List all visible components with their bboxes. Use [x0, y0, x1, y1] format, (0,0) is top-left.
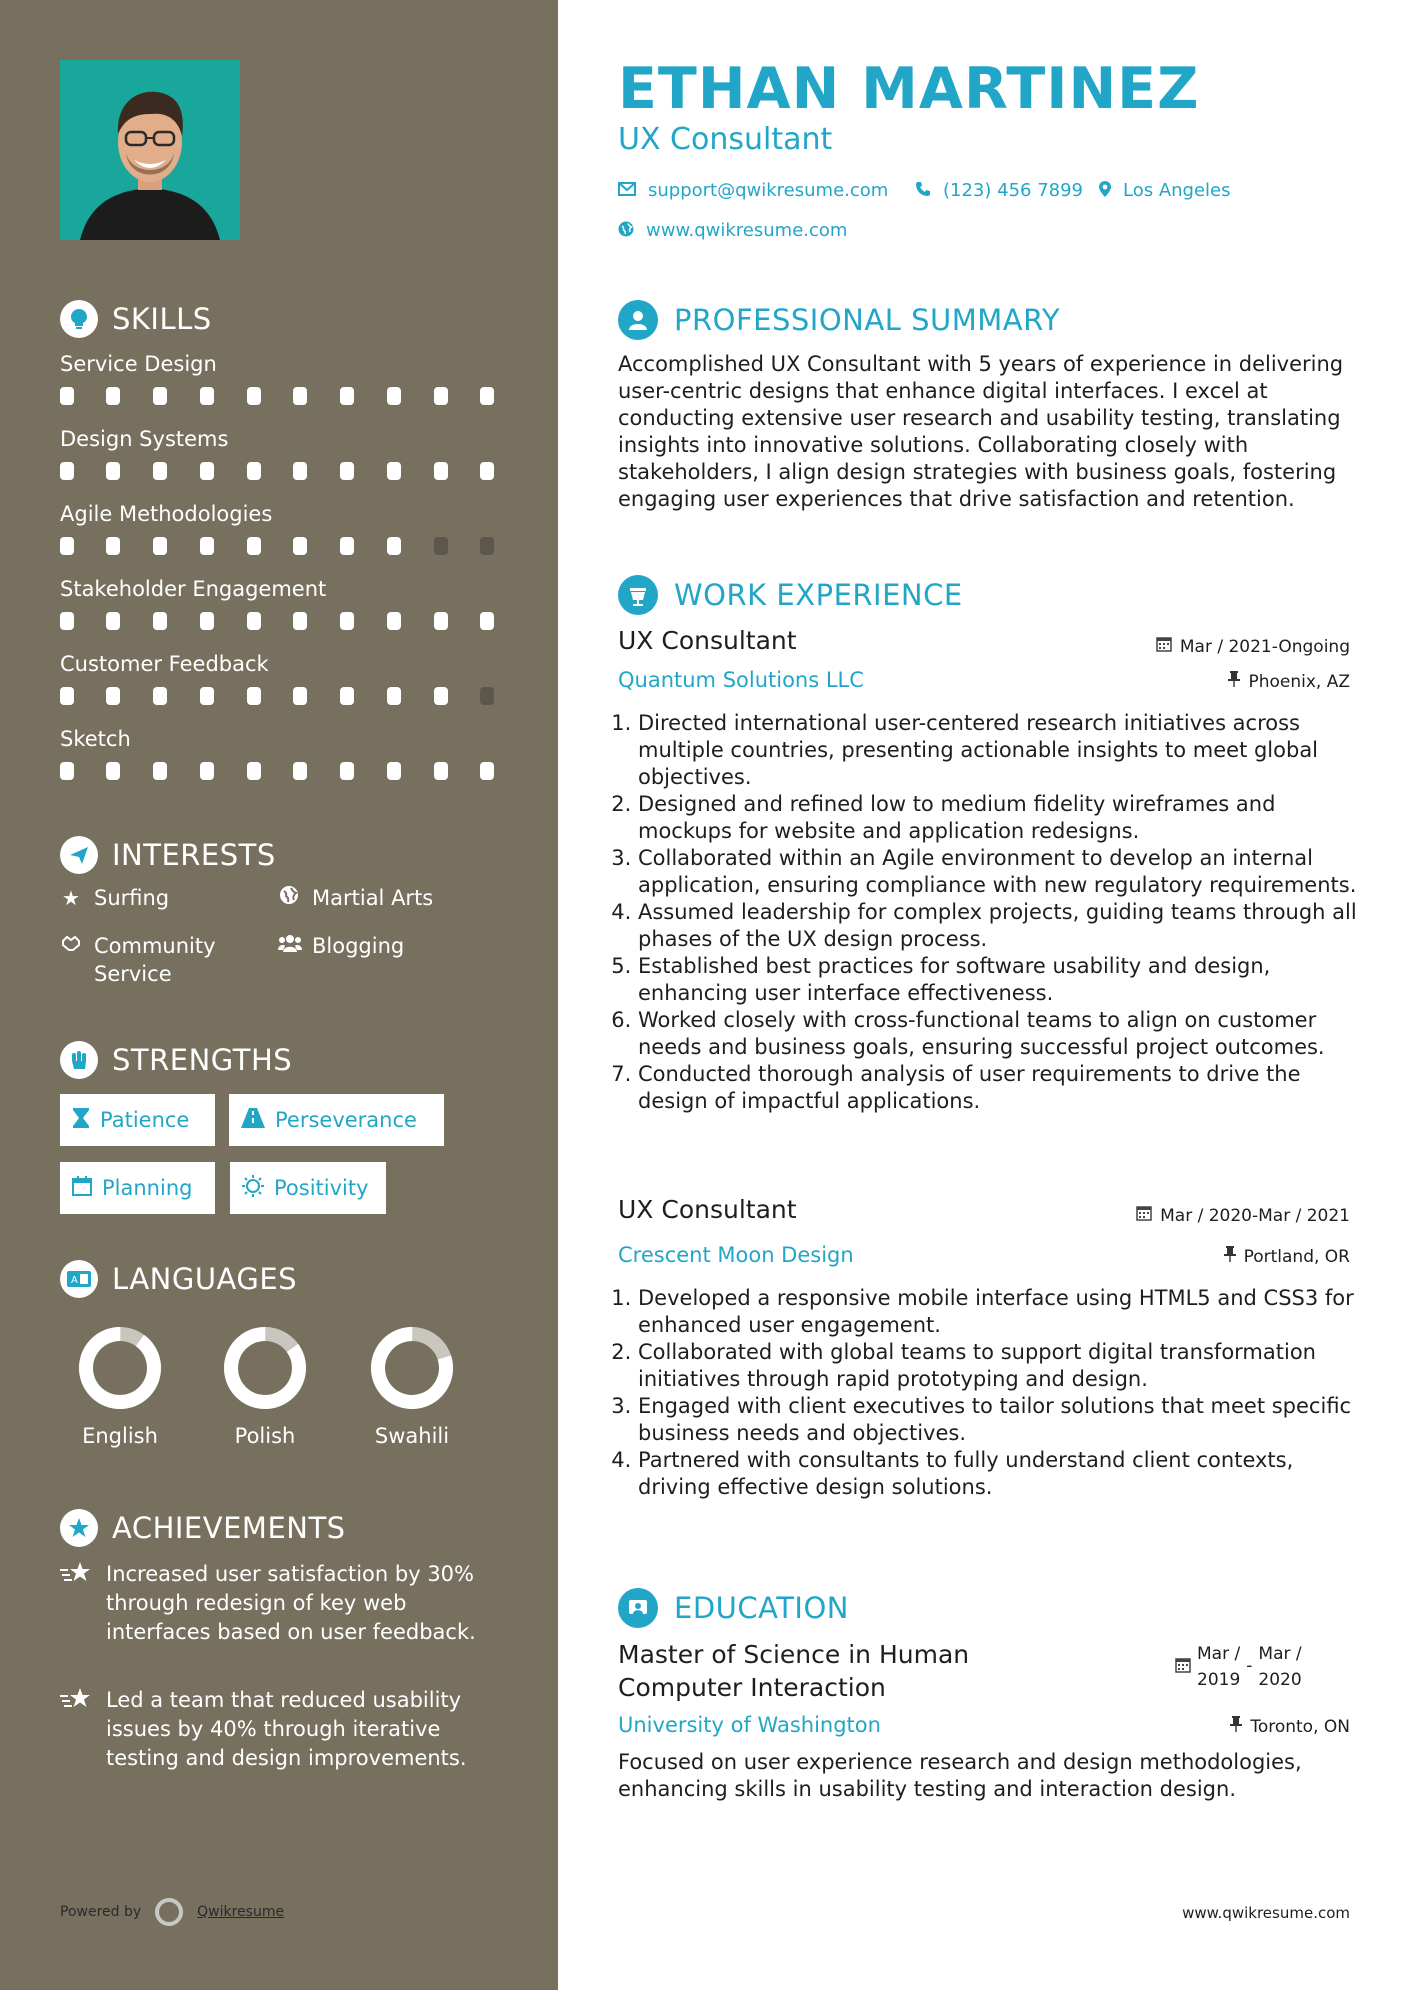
skill-dot	[153, 462, 167, 480]
job-title: UX Consultant	[618, 626, 797, 655]
language-item	[65, 1314, 175, 1448]
job-company: Quantum Solutions LLC	[618, 668, 864, 692]
skill-item	[60, 727, 500, 751]
education-text: Focused on user experience research and design methodologies, enhancing skills in usability testing and interaction design.	[618, 1750, 1302, 1801]
skill-dot	[293, 612, 307, 630]
user-icon	[618, 300, 658, 340]
skill-dot	[434, 687, 448, 705]
job-bullet: 2. Designed and refined low to medium fidelity wireframes and mockups for website and application redesigns.	[638, 791, 1363, 845]
school-name: University of Washington	[618, 1713, 881, 1737]
start-year: 2019	[1197, 1670, 1241, 1690]
skill-dot	[293, 762, 307, 780]
candidate-role: UX Consultant	[618, 122, 833, 157]
skill-dot	[200, 762, 214, 780]
degree-line: Computer Interaction	[618, 1673, 886, 1702]
skill-dot	[340, 687, 354, 705]
job-bullet: 4. Partnered with consultants to fully understand client contexts, driving effective design solutions.	[638, 1447, 1363, 1501]
achievements-heading	[60, 1509, 346, 1547]
lightbulb-icon	[60, 300, 98, 338]
end-date	[1258, 1641, 1301, 1693]
strengths-heading	[60, 1041, 292, 1079]
job-bullets	[618, 710, 1363, 1115]
section-title: LANGUAGES	[112, 1262, 298, 1296]
job-dates-text: Mar / 2020-Mar / 2021	[1160, 1205, 1350, 1226]
strength-label: Planning	[102, 1176, 193, 1200]
skill-dot	[247, 687, 261, 705]
language-label: Polish	[234, 1424, 296, 1448]
skill-dot	[293, 537, 307, 555]
interest-label: Martial Arts	[312, 886, 434, 910]
start-date	[1197, 1641, 1240, 1693]
achievement-text: Increased user satisfaction by 30% through redesign of key web interfaces based on user feedback.	[106, 1562, 476, 1644]
education-location-text: Toronto, ON	[1250, 1716, 1350, 1737]
interest-label: Community Service	[94, 934, 216, 986]
skill-dot	[434, 387, 448, 405]
sidebar	[0, 0, 558, 1990]
star-icon: ★	[62, 886, 80, 910]
calendar-icon	[1136, 1205, 1152, 1226]
skill-rating	[60, 387, 500, 405]
language-label: English	[82, 1424, 158, 1448]
shooting-star-icon	[60, 1686, 92, 1773]
end-year: 2020	[1258, 1670, 1302, 1690]
skill-dot	[200, 387, 214, 405]
contact-phone[interactable]	[915, 180, 1083, 201]
skill-dot	[480, 687, 494, 705]
skill-rating	[60, 462, 500, 480]
skill-dot	[387, 537, 401, 555]
section-title: INTERESTS	[112, 838, 276, 872]
skill-dot	[247, 612, 261, 630]
pushpin-icon	[1230, 1716, 1242, 1737]
language-item	[357, 1314, 467, 1448]
map-marker-icon	[1099, 181, 1111, 201]
education-location	[1230, 1716, 1350, 1737]
skill-item	[60, 352, 500, 376]
website-text: www.qwikresume.com	[646, 220, 848, 241]
interests-heading	[60, 836, 276, 874]
calendar-icon	[1175, 1641, 1191, 1693]
skill-dot	[480, 387, 494, 405]
skill-dot	[247, 387, 261, 405]
skill-name: Design Systems	[60, 427, 229, 451]
job-location-text: Phoenix, AZ	[1248, 671, 1350, 692]
skill-dot	[480, 762, 494, 780]
language-ring	[65, 1314, 175, 1414]
job-bullet: 5. Established best practices for software usability and design, enhancing user interface effectiveness.	[638, 953, 1363, 1007]
skill-dot	[106, 612, 120, 630]
strength-label: Positivity	[274, 1176, 369, 1200]
language-icon	[60, 1260, 98, 1298]
briefcase-icon	[618, 575, 658, 615]
calendar-icon	[1156, 636, 1172, 657]
skill-dot	[60, 612, 74, 630]
job-bullet: 6. Worked closely with cross-functional teams to align on customer needs and business goals, ensuring successful project outcomes.	[638, 1007, 1363, 1061]
skill-dot	[293, 462, 307, 480]
language-ring	[210, 1314, 320, 1414]
skill-dot	[153, 612, 167, 630]
achievement-text: Led a team that reduced usability issues by 40% through iterative testing and design improvements.	[106, 1688, 467, 1770]
skill-dot	[387, 612, 401, 630]
job-bullets	[618, 1285, 1363, 1501]
section-title: STRENGTHS	[112, 1043, 293, 1077]
language-label: Swahili	[374, 1424, 450, 1448]
skill-dot	[106, 762, 120, 780]
strength-badge	[230, 1162, 386, 1214]
interest-item	[60, 884, 169, 912]
skill-dot	[247, 762, 261, 780]
language-ring-fill	[218, 1321, 313, 1414]
contact-website[interactable]	[618, 220, 847, 241]
skill-rating	[60, 612, 500, 630]
start-month: Mar /	[1197, 1644, 1241, 1664]
skill-dot	[480, 537, 494, 555]
strength-badge	[60, 1094, 215, 1146]
job-dates	[1136, 1205, 1350, 1226]
skill-dot	[200, 612, 214, 630]
brand-link[interactable]: Qwikresume	[197, 1904, 285, 1920]
interest-item	[278, 884, 433, 912]
job-location-text: Portland, OR	[1243, 1246, 1350, 1267]
footer-url[interactable]: www.qwikresume.com	[1182, 1904, 1350, 1922]
degree-title	[618, 1638, 969, 1704]
skill-dot	[153, 687, 167, 705]
skill-dot	[106, 687, 120, 705]
skill-dot	[247, 462, 261, 480]
interest-label: Surfing	[94, 886, 170, 910]
skill-dot	[387, 462, 401, 480]
skill-dot	[387, 387, 401, 405]
envelope-icon	[618, 181, 636, 200]
section-title: ACHIEVEMENTS	[112, 1511, 346, 1545]
hourglass-icon	[72, 1107, 90, 1134]
job-bullet: 2. Collaborated with global teams to support digital transformation initiatives through rapid prototyping and design.	[638, 1339, 1363, 1393]
skill-dot	[434, 462, 448, 480]
users-icon	[278, 932, 300, 960]
end-month: Mar /	[1258, 1644, 1302, 1664]
job-location	[1228, 671, 1350, 692]
job-bullet: 4. Assumed leadership for complex projects, guiding teams through all phases of the UX design process.	[638, 899, 1363, 953]
education-dates	[1175, 1641, 1302, 1693]
job-bullet: 3. Collaborated within an Agile environment to develop an internal application, ensuring compliance with new regulatory requirements.	[638, 845, 1363, 899]
achievement-item	[60, 1686, 500, 1773]
date-separator: -	[1246, 1656, 1253, 1676]
candidate-name: ETHAN MARTINEZ	[618, 56, 1200, 122]
education-heading	[618, 1588, 849, 1628]
skill-dot	[387, 762, 401, 780]
paper-plane-icon	[60, 836, 98, 874]
skill-dot	[340, 762, 354, 780]
skill-dot	[340, 537, 354, 555]
summary-text: Accomplished UX Consultant with 5 years of experience in delivering user-centric designs that enhance digital interfaces. I excel at conducting extensive user research and usability testing, translating insights into innovative solutions. Collaborating closely with stakeholders, I align design strategies with business goals, fostering engaging user experiences that drive satisfaction and retention.	[618, 352, 1344, 511]
section-title: SKILLS	[112, 302, 212, 336]
skill-dot	[293, 387, 307, 405]
summary-heading	[618, 300, 1060, 340]
job-dates	[1156, 636, 1350, 657]
skill-dot	[200, 537, 214, 555]
handshake-icon	[60, 932, 82, 960]
section-title: EDUCATION	[674, 1591, 850, 1625]
skill-name: Customer Feedback	[60, 652, 269, 676]
achievement-item	[60, 1560, 500, 1647]
degree-line: Master of Science in Human	[618, 1640, 970, 1669]
pushpin-icon	[1224, 1246, 1236, 1267]
skill-dot	[340, 612, 354, 630]
skill-dot	[60, 387, 74, 405]
section-title: WORK EXPERIENCE	[674, 578, 963, 612]
language-ring	[357, 1314, 467, 1414]
skill-rating	[60, 537, 500, 555]
skill-dot	[200, 687, 214, 705]
skill-name: Sketch	[60, 727, 131, 751]
strength-badge	[60, 1162, 215, 1214]
road-icon	[241, 1108, 265, 1133]
skill-dot	[153, 762, 167, 780]
language-item	[210, 1314, 320, 1448]
skill-name: Service Design	[60, 352, 217, 376]
job-bullet: 1. Directed international user-centered research initiatives across multiple countries, presenting actionable insights to meet global objectives.	[638, 710, 1363, 791]
skill-dot	[106, 387, 120, 405]
skill-name: Agile Methodologies	[60, 502, 273, 526]
skill-dot	[434, 612, 448, 630]
skill-dot	[340, 387, 354, 405]
contact-location	[1099, 180, 1231, 201]
skills-heading	[60, 300, 212, 338]
job-location	[1224, 1246, 1350, 1267]
job-bullet: 1. Developed a responsive mobile interface using HTML5 and CSS3 for enhanced user engagement.	[638, 1285, 1363, 1339]
profile-photo	[60, 60, 240, 240]
skill-dot	[434, 762, 448, 780]
skill-dot	[480, 612, 494, 630]
skill-dot	[60, 462, 74, 480]
location-text: Los Angeles	[1123, 180, 1231, 201]
globe-icon	[278, 884, 300, 912]
job-dates-text: Mar / 2021-Ongoing	[1179, 636, 1350, 657]
skill-dot	[106, 537, 120, 555]
interest-label: Blogging	[312, 934, 405, 958]
phone-icon	[915, 181, 931, 201]
experience-heading	[618, 575, 963, 615]
skill-name: Stakeholder Engagement	[60, 577, 327, 601]
skill-dot	[60, 762, 74, 780]
job-bullet: 7. Conducted thorough analysis of user requirements to drive the design of impactful applications.	[638, 1061, 1363, 1115]
email-text: support@qwikresume.com	[648, 180, 889, 201]
skill-dot	[293, 687, 307, 705]
skill-dot	[200, 462, 214, 480]
calendar-icon	[72, 1176, 92, 1201]
skill-dot	[153, 387, 167, 405]
graduation-icon	[618, 1588, 658, 1628]
language-ring-fill	[369, 1325, 455, 1411]
skill-dot	[247, 537, 261, 555]
skill-dot	[340, 462, 354, 480]
skill-dot	[480, 462, 494, 480]
section-title: PROFESSIONAL SUMMARY	[674, 303, 1061, 337]
skill-dot	[387, 687, 401, 705]
powered-by	[60, 1898, 284, 1926]
svg-text:A: A	[71, 1275, 78, 1286]
main-content	[558, 0, 1407, 1990]
strength-badge	[229, 1094, 444, 1146]
powered-by-label: Powered by	[60, 1904, 142, 1920]
fist-icon	[60, 1041, 98, 1079]
sun-icon	[242, 1175, 264, 1202]
job-title: UX Consultant	[618, 1195, 797, 1224]
skill-dot	[60, 537, 74, 555]
qwikresume-logo-icon	[155, 1898, 183, 1926]
contact-email[interactable]	[618, 180, 888, 201]
skill-item	[60, 652, 500, 676]
skill-dot	[153, 537, 167, 555]
trophy-star-icon	[60, 1509, 98, 1547]
languages-heading	[60, 1260, 297, 1298]
job-company: Crescent Moon Design	[618, 1243, 854, 1267]
interest-item	[60, 932, 260, 988]
pushpin-icon	[1228, 671, 1240, 692]
skill-item	[60, 577, 500, 601]
skill-item	[60, 427, 500, 451]
skill-rating	[60, 687, 500, 705]
skill-rating	[60, 762, 500, 780]
skill-dot	[60, 687, 74, 705]
job-bullet: 3. Engaged with client executives to tailor solutions that meet specific business needs and objectives.	[638, 1393, 1363, 1447]
skill-dot	[106, 462, 120, 480]
shooting-star-icon	[60, 1560, 92, 1647]
skill-item	[60, 502, 500, 526]
globe-icon	[618, 221, 634, 241]
strength-label: Perseverance	[275, 1108, 417, 1132]
skill-dot	[434, 537, 448, 555]
strength-label: Patience	[100, 1108, 190, 1132]
language-ring-fill	[73, 1321, 168, 1414]
interest-item	[278, 932, 404, 960]
phone-text: (123) 456 7899	[943, 180, 1084, 201]
